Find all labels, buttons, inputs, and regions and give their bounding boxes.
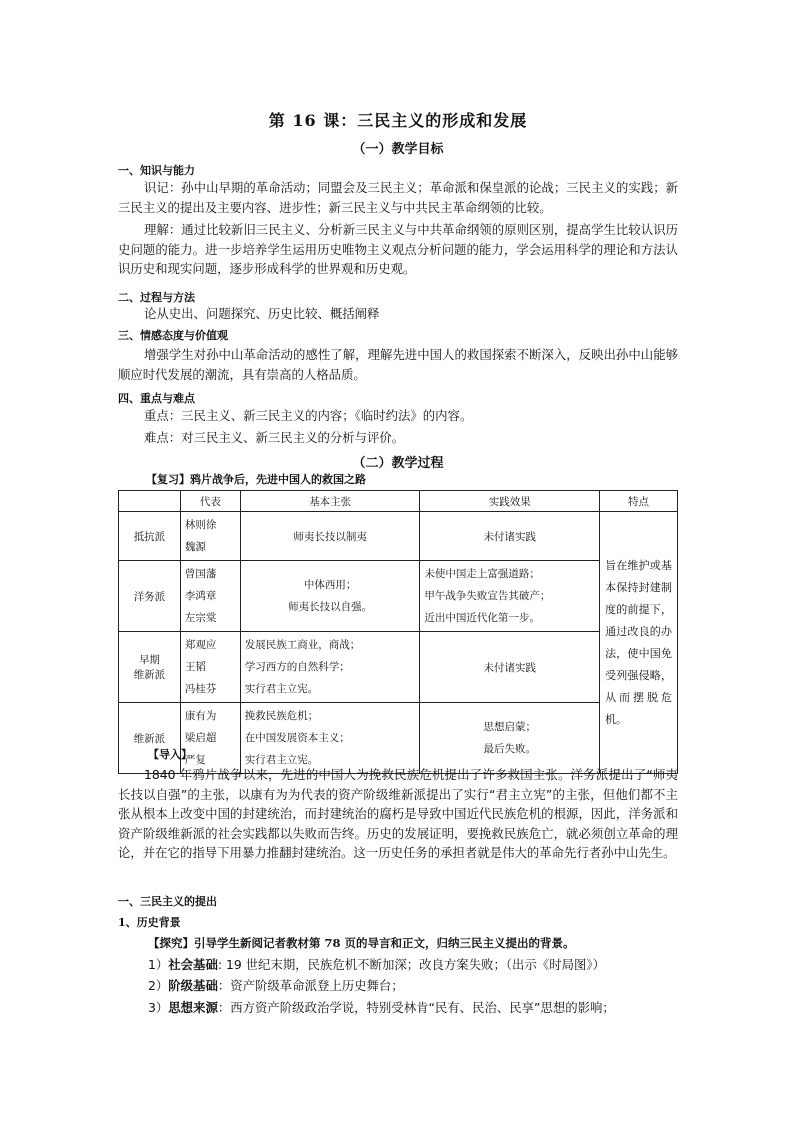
heading-sanmin: 一、三民主义的提出 (118, 895, 217, 908)
table-cell-effect: 未付诸实践 (420, 512, 600, 561)
heading-emotion: 三、情感态度与价值观 (118, 329, 228, 342)
section-teaching-goals: （一）教学目标 (352, 142, 444, 157)
item-number: 3） (148, 1000, 169, 1015)
table-cell-reps: 康有为 梁启超 严复 (180, 703, 240, 774)
para-shiji: 识记：孙中山早期的革命活动；同盟会及三民主义；革命派和保皇派的论战；三民主义的实践；新三民主义的提出及主要内容、进步性；新三民主义与中共民主革命纲领的比较。 (118, 180, 678, 215)
bg-item-3 (148, 998, 615, 1016)
item-label: 思想来源 (168, 1000, 218, 1015)
table-cell-idea: 发展民族工商业，商战； 学习西方的自然科学； 实行君主立宪。 (240, 632, 420, 703)
table-cell-idea: 挽救民族危机； 在中国发展资本主义； 实行君主立宪。 (240, 703, 420, 774)
table-row (119, 512, 678, 561)
table-cell-school: 抵抗派 (119, 512, 181, 561)
table-cell-idea: 师夷长技以制夷 (240, 512, 420, 561)
table-cell-idea: 中体西用； 师夷长技以自强。 (240, 561, 420, 632)
table-header: 实践效果 (420, 491, 600, 512)
item-number: 2） (148, 978, 169, 993)
table-caption: 【复习】鸦片战争后，先进中国人的救国之路 (146, 473, 366, 486)
table-row (119, 703, 678, 774)
heading-key: 四、重点与难点 (118, 392, 195, 405)
lesson-title: 第 16 课：三民主义的形成和发展 (268, 111, 528, 130)
table-cell-reps: 郑观应 王韬 冯桂芬 (180, 632, 240, 703)
table-header: 特点 (600, 491, 678, 512)
para-process: 论从史出、问题探究、历史比较、概括阐释 (144, 306, 380, 321)
table-cell-feature: 旨在维护或基本保持封建制度的前提下，通过改良的办法，使中国免受列强侵略，从而摆脱危机。 (600, 512, 678, 774)
heading-knowledge: 一、知识与能力 (118, 164, 195, 177)
table-cell-school: 维新派 (119, 703, 181, 774)
heading-process: 二、过程与方法 (118, 291, 195, 304)
heading-background: 1、历史背景 (118, 916, 181, 929)
review-table (118, 490, 678, 774)
table-cell-school: 洋务派 (119, 561, 181, 632)
table-cell-effect: 未付诸实践 (420, 632, 600, 703)
table-header: 基本主张 (240, 491, 420, 512)
para-key: 重点：三民主义、新三民主义的内容；《临时约法》的内容。 (144, 408, 473, 423)
para-emotion: 增强学生对孙中山革命活动的感性了解，理解先进中国人的救国探索不断深入，反映出孙中山能够顺应时代发展的潮流，具有崇高的人格品质。 (118, 347, 678, 382)
item-text: ：西方资产阶级政治学说，特别受林肯“民有、民治、民享”思想的影响； (217, 1000, 615, 1015)
table-header-row (119, 491, 678, 512)
bg-item-1 (148, 955, 605, 973)
table-cell-reps: 林则徐 魏源 (180, 512, 240, 561)
table-cell-reps: 曾国藩 李鸿章 左宗棠 (180, 561, 240, 632)
table-row (119, 632, 678, 703)
item-text: ：资产阶级革命派登上历史舞台； (217, 978, 404, 993)
table-cell-effect: 未使中国走上富强道路； 甲午战争失败宣告其破产； 近出中国近代化第一步。 (420, 561, 600, 632)
item-number: 1） (148, 957, 169, 972)
table-cell-school: 早期 维新派 (119, 632, 181, 703)
tanjiu-text: 【探究】引导学生新阅记者教材第 78 页的导言和正文，归纳三民主义提出的背景。 (148, 936, 575, 950)
para-lijie: 理解：通过比较新旧三民主义、分析新三民主义与中共革命纲领的原则区别，提高学生比较认识历史问题的能力。进一步培养学生运用历史唯物主义观点分析问题的能力，学会运用科学的理论和方法认识历史和现实问题，逐步形成科学的世界观和历史观。 (118, 222, 678, 276)
table-row (119, 561, 678, 632)
item-label: 社会基础 (168, 957, 218, 972)
daoru-label: 【导入】 (148, 748, 192, 761)
item-text: : 19 世纪末期，民族危机不断加深；改良方案失败；（出示《时局图》） (217, 957, 605, 972)
para-difficulty: 难点：对三民主义、新三民主义的分析与评价。 (144, 430, 405, 445)
bg-item-2 (148, 976, 404, 994)
table-header: 代表 (180, 491, 240, 512)
table-header (119, 491, 181, 512)
item-label: 阶级基础 (168, 978, 218, 993)
para-daoru: 1840 年鸦片战争以来，先进的中国人为挽救民族危机提出了许多救国主张。洋务派提出了“师夷长技以自强”的主张，以康有为为代表的资产阶级维新派提出了实行“君主立宪”的主张，但他们都不主张从根本上改变中国的封建统治，而封建统治的腐朽是导致中国近代民族危机的根源，因此，洋务派和资产阶级维新派的社会实践都以失败而告终。历史的发展证明，要挽救民族危亡，就必须创立革命的理论，并在它的指导下用暴力推翻封建统治。这一历史任务的承担者就是伟大的革命先行者孙中山先生。 (118, 767, 678, 860)
table-cell-effect: 思想启蒙； 最后失败。 (420, 703, 600, 774)
section-teaching-process: （二）教学过程 (352, 456, 444, 471)
